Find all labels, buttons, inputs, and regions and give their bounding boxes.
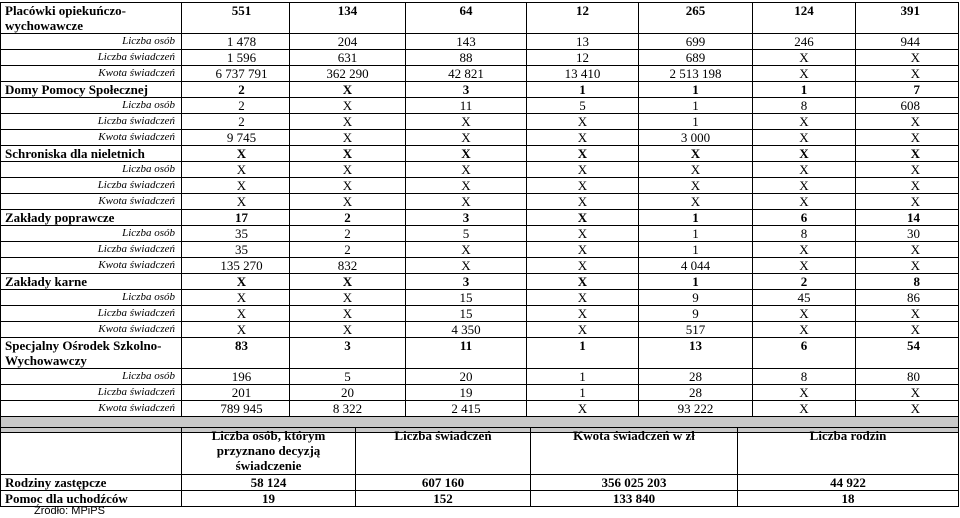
table-cell: 58 124: [182, 475, 356, 491]
table-cell: X: [856, 114, 959, 130]
table-cell: 152: [356, 491, 531, 507]
table-cell: 8: [856, 274, 959, 290]
sub-row: [1, 322, 959, 338]
table-cell: 11: [406, 98, 527, 114]
table-cell: X: [527, 146, 639, 162]
table-cell: X: [406, 114, 527, 130]
metric-label: Kwota świadczeń: [1, 66, 182, 82]
metric-label: Liczba świadczeń: [1, 242, 182, 258]
table-cell: 88: [406, 50, 527, 66]
table-cell: X: [753, 162, 856, 178]
column-header: Liczba rodzin: [738, 428, 959, 475]
table-cell: 143: [406, 34, 527, 50]
table-cell: 1 478: [182, 34, 290, 50]
table-cell: 28: [639, 369, 753, 385]
category-label: Placówki opiekuńczo-wychowawcze: [1, 3, 182, 34]
table-cell: 2: [290, 210, 406, 226]
table-cell: 13: [639, 338, 753, 369]
category-label: Zakłady poprawcze: [1, 210, 182, 226]
sub-row: [1, 194, 959, 210]
table-cell: X: [290, 162, 406, 178]
category-label: Specjalny Ośrodek Szkolno-Wychowawczy: [1, 338, 182, 369]
table-cell: 2: [753, 274, 856, 290]
table-cell: X: [753, 50, 856, 66]
table-cell: X: [856, 178, 959, 194]
sub-row: [1, 98, 959, 114]
sub-row: [1, 258, 959, 274]
table-cell: 631: [290, 50, 406, 66]
category-row: [1, 146, 959, 162]
sub-row: [1, 50, 959, 66]
table-cell: 45: [753, 290, 856, 306]
table-cell: 1: [639, 226, 753, 242]
table-cell: 607 160: [356, 475, 531, 491]
table-cell: X: [527, 210, 639, 226]
table-cell: X: [406, 242, 527, 258]
table-cell: 4 044: [639, 258, 753, 274]
metric-label: Kwota świadczeń: [1, 258, 182, 274]
table-cell: X: [182, 306, 290, 322]
table-cell: X: [753, 401, 856, 417]
table-cell: X: [182, 178, 290, 194]
category-row: [1, 82, 959, 98]
table-cell: 18: [738, 491, 959, 507]
sub-row: [1, 385, 959, 401]
table-cell: X: [753, 258, 856, 274]
table-cell: 356 025 203: [531, 475, 738, 491]
institutions-table: [0, 2, 959, 433]
table-cell: X: [856, 50, 959, 66]
sub-row: [1, 401, 959, 417]
table-cell: X: [290, 274, 406, 290]
table-cell: 7: [856, 82, 959, 98]
table-cell: 42 821: [406, 66, 527, 82]
table-cell: 246: [753, 34, 856, 50]
table-cell: 789 945: [182, 401, 290, 417]
table-cell: 8 322: [290, 401, 406, 417]
table-cell: 135 270: [182, 258, 290, 274]
table-cell: X: [856, 130, 959, 146]
metric-label: Liczba osób: [1, 34, 182, 50]
category-label: Schroniska dla nieletnich: [1, 146, 182, 162]
table-cell: 35: [182, 242, 290, 258]
table-cell: X: [639, 146, 753, 162]
table-cell: 35: [182, 226, 290, 242]
table-cell: 4 350: [406, 322, 527, 338]
table-cell: X: [856, 242, 959, 258]
source-note: Źródło: MPiPS: [34, 505, 105, 517]
metric-label: Kwota świadczeń: [1, 401, 182, 417]
table-cell: 3: [406, 82, 527, 98]
table-cell: X: [639, 194, 753, 210]
metric-label: Liczba świadczeń: [1, 114, 182, 130]
table-cell: X: [753, 114, 856, 130]
table-cell: 699: [639, 34, 753, 50]
summary-row: [1, 491, 959, 507]
metric-label: Liczba świadczeń: [1, 306, 182, 322]
sub-row: [1, 178, 959, 194]
table-cell: 8: [753, 369, 856, 385]
table-cell: 196: [182, 369, 290, 385]
table-cell: X: [527, 401, 639, 417]
table-cell: 8: [753, 226, 856, 242]
table-cell: 1 596: [182, 50, 290, 66]
table-cell: X: [856, 194, 959, 210]
table-cell: 12: [527, 50, 639, 66]
table-cell: X: [856, 401, 959, 417]
category-row: [1, 3, 959, 34]
table-cell: X: [406, 258, 527, 274]
table-cell: 832: [290, 258, 406, 274]
table-cell: X: [753, 146, 856, 162]
table-cell: 15: [406, 306, 527, 322]
table-cell: 2: [290, 226, 406, 242]
table-cell: X: [753, 66, 856, 82]
table-cell: X: [527, 290, 639, 306]
table-cell: X: [753, 385, 856, 401]
table-cell: 20: [406, 369, 527, 385]
table-cell: 5: [290, 369, 406, 385]
table-cell: X: [527, 258, 639, 274]
sub-row: [1, 162, 959, 178]
table-cell: 608: [856, 98, 959, 114]
table-cell: 28: [639, 385, 753, 401]
table-cell: 13: [527, 34, 639, 50]
table-cell: 1: [753, 82, 856, 98]
table-cell: X: [527, 162, 639, 178]
metric-label: Liczba osób: [1, 290, 182, 306]
table-cell: 944: [856, 34, 959, 50]
metric-label: Liczba osób: [1, 162, 182, 178]
table-cell: X: [182, 146, 290, 162]
table-cell: 19: [182, 491, 356, 507]
table-cell: 1: [639, 114, 753, 130]
table-cell: 391: [856, 3, 959, 34]
table-cell: X: [406, 162, 527, 178]
table-cell: X: [290, 306, 406, 322]
column-header: Liczba osób, którym przyznano decyzją świadczenie: [182, 428, 356, 475]
table-cell: 93 222: [639, 401, 753, 417]
table-cell: X: [856, 306, 959, 322]
table-cell: 17: [182, 210, 290, 226]
category-label: Zakłady karne: [1, 274, 182, 290]
table-cell: 5: [527, 98, 639, 114]
header-row: [1, 428, 959, 475]
table-cell: 2 513 198: [639, 66, 753, 82]
table-cell: 551: [182, 3, 290, 34]
table-cell: X: [527, 274, 639, 290]
category-row: [1, 338, 959, 369]
table-cell: X: [290, 322, 406, 338]
metric-label: Kwota świadczeń: [1, 130, 182, 146]
table-cell: 9: [639, 306, 753, 322]
table-cell: 2 415: [406, 401, 527, 417]
table-cell: X: [290, 130, 406, 146]
table-cell: 1: [639, 98, 753, 114]
table-cell: 30: [856, 226, 959, 242]
table-cell: 1: [639, 82, 753, 98]
table-cell: X: [527, 194, 639, 210]
metric-label: Kwota świadczeń: [1, 194, 182, 210]
table-cell: 86: [856, 290, 959, 306]
table-cell: 14: [856, 210, 959, 226]
table-cell: X: [290, 194, 406, 210]
sub-row: [1, 66, 959, 82]
sub-row: [1, 306, 959, 322]
table-cell: 54: [856, 338, 959, 369]
sub-row: [1, 130, 959, 146]
table-cell: X: [290, 178, 406, 194]
table-cell: X: [406, 146, 527, 162]
table-cell: X: [182, 322, 290, 338]
table-cell: 19: [406, 385, 527, 401]
table-cell: 134: [290, 3, 406, 34]
table-cell: 1: [639, 242, 753, 258]
table-cell: 3: [406, 210, 527, 226]
table-cell: 12: [527, 3, 639, 34]
table-cell: 1: [527, 82, 639, 98]
table-cell: 1: [527, 385, 639, 401]
table-cell: X: [753, 242, 856, 258]
table-cell: 6: [753, 210, 856, 226]
table-cell: X: [182, 194, 290, 210]
table-cell: X: [856, 385, 959, 401]
table-cell: X: [290, 146, 406, 162]
table-cell: 1: [639, 274, 753, 290]
table-cell: 124: [753, 3, 856, 34]
summary-row: [1, 475, 959, 491]
table-cell: X: [527, 130, 639, 146]
table-cell: 64: [406, 3, 527, 34]
table-cell: X: [182, 274, 290, 290]
table-cell: 689: [639, 50, 753, 66]
table-cell: 204: [290, 34, 406, 50]
metric-label: Liczba osób: [1, 98, 182, 114]
table-cell: 265: [639, 3, 753, 34]
table-cell: X: [639, 178, 753, 194]
sub-row: [1, 242, 959, 258]
table-cell: X: [527, 322, 639, 338]
table-cell: X: [290, 290, 406, 306]
metric-label: Liczba świadczeń: [1, 50, 182, 66]
table-cell: 11: [406, 338, 527, 369]
summary-label: Pomoc dla uchodźców: [1, 491, 182, 507]
table-cell: 2: [182, 82, 290, 98]
table-cell: 133 840: [531, 491, 738, 507]
table-cell: 1: [527, 369, 639, 385]
table-cell: X: [527, 306, 639, 322]
table-cell: 6: [753, 338, 856, 369]
table-cell: 8: [753, 98, 856, 114]
table-cell: X: [753, 194, 856, 210]
table-cell: X: [856, 258, 959, 274]
table-cell: 201: [182, 385, 290, 401]
table-cell: 3 000: [639, 130, 753, 146]
sub-row: [1, 226, 959, 242]
blank-cell: [1, 428, 182, 475]
table-cell: X: [406, 178, 527, 194]
sub-row: [1, 290, 959, 306]
table-cell: 1: [527, 338, 639, 369]
table-cell: X: [639, 162, 753, 178]
table-cell: X: [290, 82, 406, 98]
table-cell: X: [856, 66, 959, 82]
table-cell: X: [753, 130, 856, 146]
table-cell: X: [406, 130, 527, 146]
metric-label: Kwota świadczeń: [1, 322, 182, 338]
table-cell: X: [856, 162, 959, 178]
metric-label: Liczba świadczeń: [1, 178, 182, 194]
table-cell: X: [527, 226, 639, 242]
table-cell: X: [290, 98, 406, 114]
sub-row: [1, 369, 959, 385]
table-cell: X: [753, 322, 856, 338]
table-cell: 80: [856, 369, 959, 385]
table-cell: 517: [639, 322, 753, 338]
table-cell: 3: [290, 338, 406, 369]
table-cell: X: [527, 114, 639, 130]
table-cell: 362 290: [290, 66, 406, 82]
table-cell: 9 745: [182, 130, 290, 146]
category-row: [1, 274, 959, 290]
table-cell: X: [406, 194, 527, 210]
table-cell: X: [753, 306, 856, 322]
table-cell: X: [753, 178, 856, 194]
column-header: Liczba świadczeń: [356, 428, 531, 475]
table-cell: 6 737 791: [182, 66, 290, 82]
table-cell: 1: [639, 210, 753, 226]
metric-label: Liczba świadczeń: [1, 385, 182, 401]
column-header: Kwota świadczeń w zł: [531, 428, 738, 475]
table-cell: 2: [182, 98, 290, 114]
table-cell: 2: [290, 242, 406, 258]
table-cell: 15: [406, 290, 527, 306]
table-cell: X: [527, 242, 639, 258]
table-cell: X: [856, 146, 959, 162]
table-cell: 2: [182, 114, 290, 130]
table-cell: X: [856, 322, 959, 338]
table-cell: X: [182, 290, 290, 306]
sub-row: [1, 114, 959, 130]
summary-table: [0, 427, 959, 507]
category-row: [1, 210, 959, 226]
table-cell: 20: [290, 385, 406, 401]
category-label: Domy Pomocy Społecznej: [1, 82, 182, 98]
table-cell: 44 922: [738, 475, 959, 491]
table-cell: 13 410: [527, 66, 639, 82]
sub-row: [1, 34, 959, 50]
table-cell: X: [527, 178, 639, 194]
table-cell: 5: [406, 226, 527, 242]
table-cell: 3: [406, 274, 527, 290]
table-cell: X: [290, 114, 406, 130]
table-cell: 9: [639, 290, 753, 306]
table-cell: X: [182, 162, 290, 178]
metric-label: Liczba osób: [1, 369, 182, 385]
table-cell: 83: [182, 338, 290, 369]
metric-label: Liczba osób: [1, 226, 182, 242]
summary-label: Rodziny zastępcze: [1, 475, 182, 491]
